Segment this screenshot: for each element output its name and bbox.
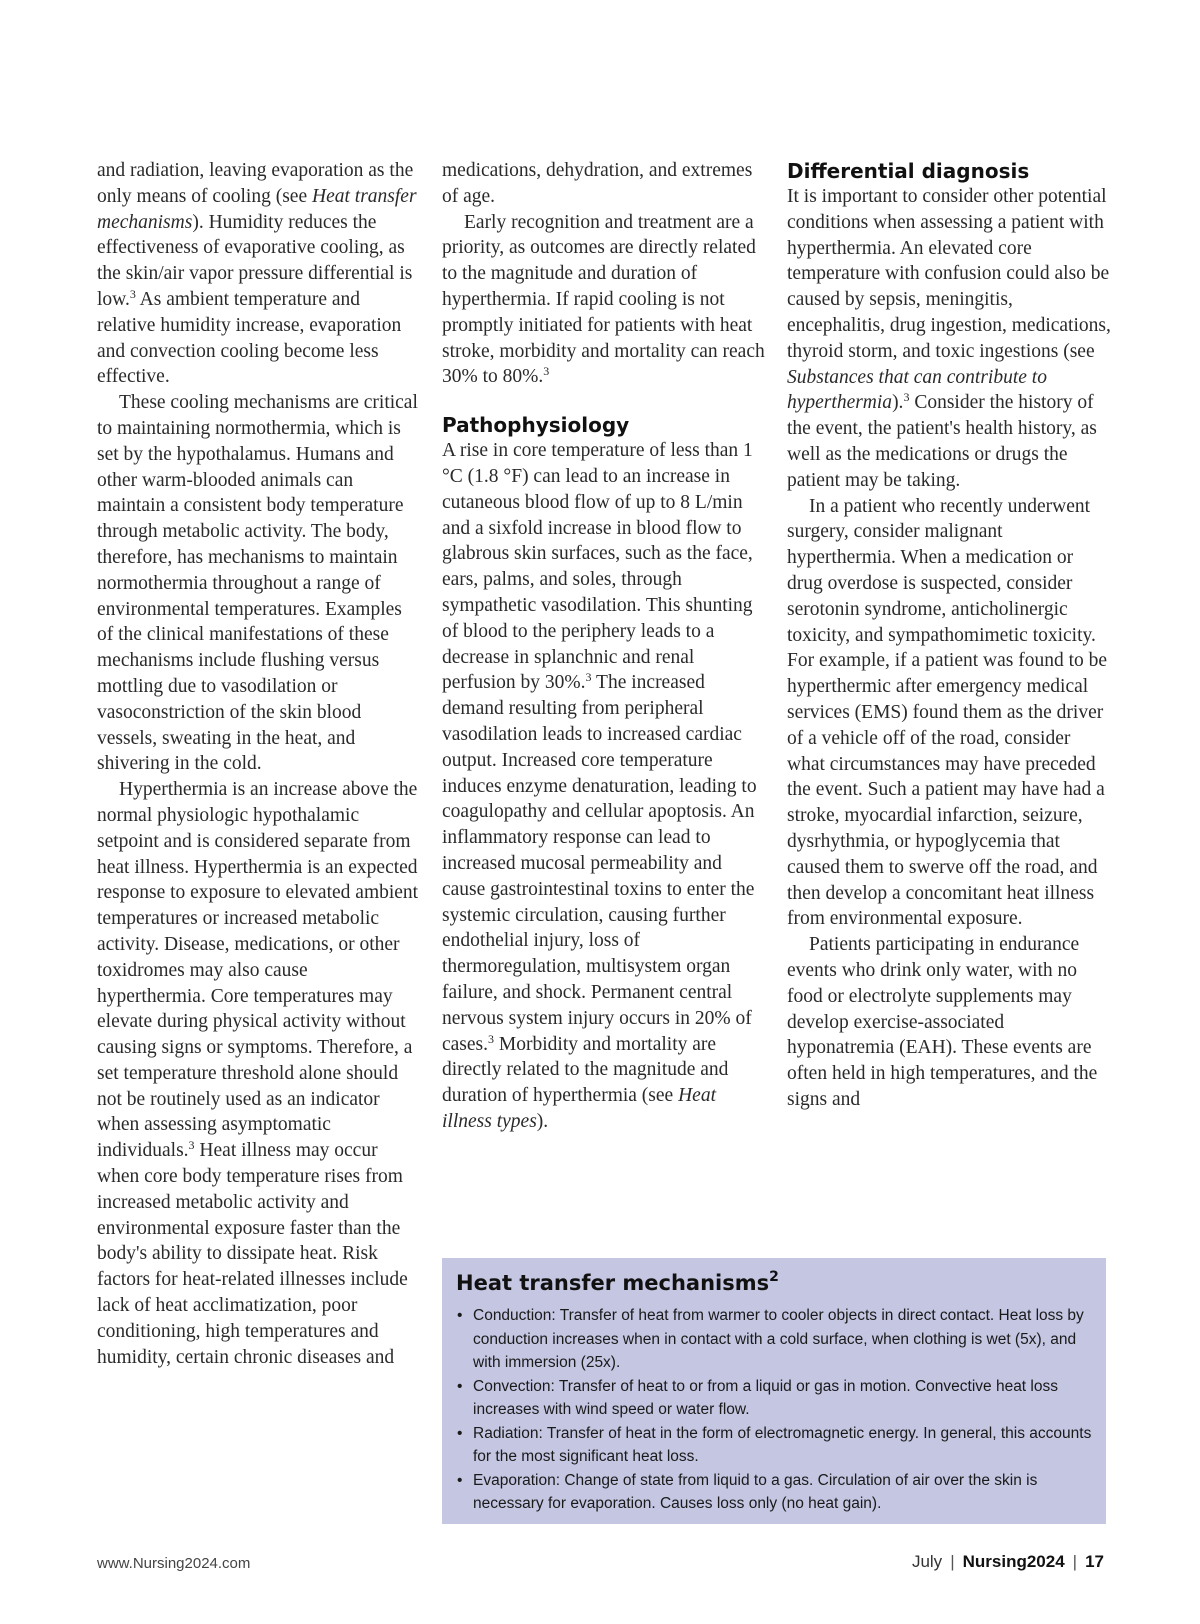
paragraph: Hyperthermia is an increase above the normal physiologic hypothalamic setpoint and is considered separate from heat illness. Hyperthermia is an expected response to exposure to elevated ambient temperatures or increased metabolic activity. Disease, medications, or other toxidromes may also cause hyperthermia. Core temperatures may elevate during physical activity without causing signs or symptoms. Therefore, a set temperature threshold alone should not be routinely used as an indicator when assessing asymptomatic individuals.$^3$ Heat illness may occur when core body temperature rises from increased metabolic activity and environmental exposure faster than the body's ability to dissipate heat. Risk factors for heat-related illnesses include lack of heat acclimatization, poor conditioning, high temperatures and humidity, certain chronic diseases and xyxy=(97,779,419,1368)
article-column-1 xyxy=(97,158,419,1370)
footer-magazine-name: Nursing2024 xyxy=(962,1552,1065,1571)
paragraph: A rise in core temperature of less than 1 °C (1.8 °F) can lead to an increase in cutaneous blood flow of up to 8 L/min and a sixfold increase in blood flow to glabrous skin surfaces, such as the face, ears, palms, and soles, through sympathetic vasodilation. This shunting of blood to the periphery leads to a decrease in splanchnic and renal perfusion by 30%.$^3$ The increased demand resulting from peripheral vasodilation leads to increased cardiac output. Increased core temperature induces enzyme denaturation, leading to coagulopathy and cellular apoptosis. An inflammatory response can lead to increased mucosal permeability and cause gastrointestinal toxins to enter the systemic circulation, causing further endothelial injury, loss of thermoregulation, multisystem organ failure, and shock. Permanent central nervous system injury occurs in 20% of cases.$^3$ Morbidity and mortality are directly related to the magnitude and duration of hyperthermia (see Heat illness types). xyxy=(442,440,757,1132)
paragraph: In a patient who recently underwent surgery, consider malignant hyperthermia. When a medication or drug overdose is suspected, consider serotonin syndrome, anticholinergic toxicity, and sympathomimetic toxicity. For example, if a patient was found to be hyperthermic after emergency medical services (EMS) found them as the driver of a vehicle off of the road, consider what circumstances may have preceded the event. Such a patient may have had a stroke, myocardial infarction, seizure, dysrhythmia, or hypoglycemia that caused them to swerve off the road, and then develop a concomitant heat illness from environmental exposure. xyxy=(787,495,1108,930)
paragraph: medications, dehydration, and extremes of age. xyxy=(442,160,753,207)
bullet-icon: • xyxy=(457,1424,463,1442)
section-heading-differential-diagnosis: Differential diagnosis xyxy=(787,159,1030,183)
footer-month: July xyxy=(911,1552,943,1571)
list-item: • Evaporation: Change of state from liquid to a gas. Circulation of air over the skin is necessary for evaporation. Causes loss only (no heat gain). xyxy=(456,1469,1092,1516)
heat-transfer-sidebar xyxy=(442,1258,1106,1524)
paragraph: Early recognition and treatment are a priority, as outcomes are directly related to the magnitude and duration of hyperthermia. If rapid cooling is not promptly initiated for patients with heat stroke, morbidity and mortality can reach 30% to 80%.$^3$ xyxy=(442,211,765,388)
bullet-icon: • xyxy=(457,1307,463,1324)
footer-website[interactable]: www.Nursing2024.com xyxy=(97,1555,251,1572)
paragraph: These cooling mechanisms are critical to maintaining normothermia, which is set by the hypothalamus. Humans and other warm-blooded animals can maintain a consistent body temperature through metabolic activity. The body, therefore, has mechanisms to maintain normothermia throughout a range of environmental temperatures. Examples of the clinical manifestations of these mechanisms include flushing versus mottling due to vasodilation or vasoconstriction of the skin blood vessels, sweating in the heat, and shivering in the cold. xyxy=(97,392,418,775)
cross-reference[interactable]: Heat transfer mechanisms xyxy=(97,185,417,233)
citation: 3 xyxy=(543,364,550,379)
section-heading-pathophysiology: Pathophysiology xyxy=(442,413,630,438)
sidebar-title: Heat transfer mechanisms$^2$ xyxy=(456,1269,779,1295)
citation: 2 xyxy=(769,1269,779,1285)
citation: 3 xyxy=(903,390,910,405)
paragraph: and radiation, leaving evaporation as the only means of cooling (see Heat transfer mechanisms). Humidity reduces the effectiveness of evaporative cooling, as the skin/air vapor pressure differential is low.$^3$ As ambient temperature and relative humidity increase, evaporation and convection cooling become less effective. xyxy=(97,160,417,388)
article-column-2 xyxy=(442,158,767,1135)
cross-reference[interactable]: Substances that can contribute to hyperthermia xyxy=(787,366,1047,414)
list-item: • Conduction: Transfer of heat from warmer to cooler objects in direct contact. Heat loss by conduction increases when in contact with a cold surface, when clothing is wet (5x), and with immersion (25x). xyxy=(456,1304,1092,1375)
citation: 3 xyxy=(188,1138,195,1153)
citation: 3 xyxy=(488,1031,495,1046)
footer-folio xyxy=(912,1552,1104,1572)
cross-reference[interactable]: Heat illness types xyxy=(442,1085,716,1132)
page-number: 17 xyxy=(1085,1552,1104,1571)
citation: 3 xyxy=(585,670,592,685)
footer-separator: | xyxy=(950,1552,955,1571)
footer-separator: | xyxy=(1072,1552,1078,1571)
article-column-3 xyxy=(787,158,1112,1113)
list-item: • Radiation: Transfer of heat in the form of electromagnetic energy. In general, this accounts for the most significant heat loss. xyxy=(456,1422,1092,1469)
citation: 3 xyxy=(129,286,136,301)
bullet-icon: • xyxy=(457,1471,463,1489)
paragraph: It is important to consider other potential conditions when assessing a patient with hyperthermia. An elevated core temperature with confusion could also be caused by sepsis, meningitis, encephalitis, drug ingestion, medications, thyroid storm, and toxic ingestions (see Substances that can contribute to hyperthermia).$^3$ Consider the history of the event, the patient's health history, as well as the medications or drugs the patient may be taking. xyxy=(787,186,1111,491)
bullet-icon: • xyxy=(457,1377,463,1395)
sidebar-list xyxy=(456,1304,1092,1516)
paragraph: Patients participating in endurance events who drink only water, with no food or electrolyte supplements may develop exercise-associated hyponatremia (EAH). These events are often held in high temperatures, and the signs and xyxy=(787,934,1098,1110)
list-item: • Convection: Transfer of heat to or from a liquid or gas in motion. Convective heat loss increases with wind speed or water flow. xyxy=(456,1375,1092,1422)
